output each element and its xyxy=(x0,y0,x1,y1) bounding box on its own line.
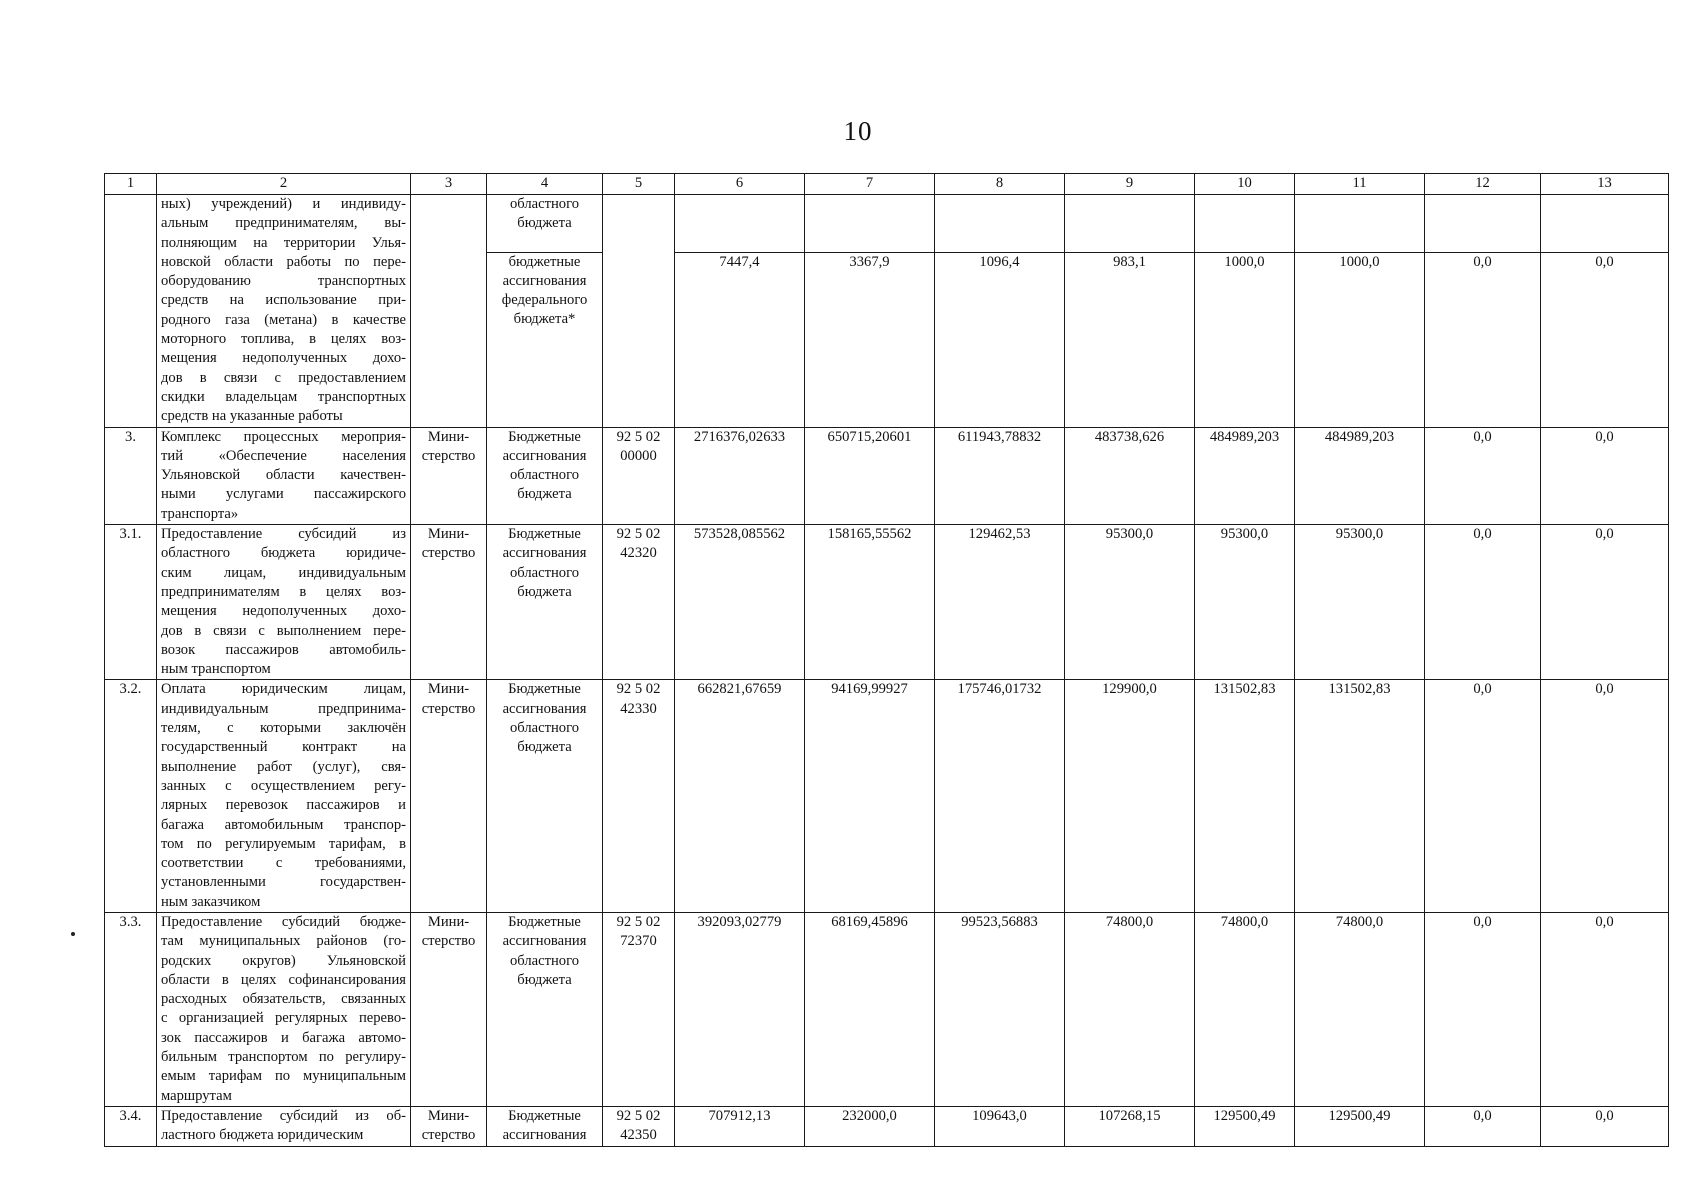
description-cell xyxy=(157,912,411,1106)
text-line: альным предпринимателям, вы- xyxy=(161,215,406,232)
source-cell xyxy=(487,427,603,524)
value-cell xyxy=(1195,195,1295,253)
value-cell: 0,0 xyxy=(1541,1106,1669,1146)
value-cell: 129500,49 xyxy=(1295,1106,1425,1146)
text-line: бюджета xyxy=(517,583,572,600)
text-line: 42330 xyxy=(620,700,657,717)
value-cell: 74800,0 xyxy=(1195,912,1295,1106)
text-line: бильным транспортом по регулиру- xyxy=(161,1049,406,1066)
text-line: Мини- xyxy=(427,1107,470,1124)
text-line: стерство xyxy=(421,700,476,717)
text-line: стерство xyxy=(421,1127,476,1144)
text-line: 92 5 02 xyxy=(616,1107,661,1124)
value-cell: 0,0 xyxy=(1541,680,1669,913)
value-cell: 107268,15 xyxy=(1065,1106,1195,1146)
text-line: том по регулируемым тарифам, в xyxy=(161,835,406,852)
table-row xyxy=(105,912,1669,1106)
text-line: ных) учреждений) и индивиду- xyxy=(161,196,406,212)
value-cell: 2716376,02633 xyxy=(675,427,805,524)
column-number: 4 xyxy=(487,174,603,195)
text-line: Оплата юридическим лицам, xyxy=(161,681,406,698)
text-line: государственный контракт на xyxy=(161,739,406,756)
text-line: зок пассажиров и багажа автомо- xyxy=(161,1029,406,1046)
row-number-cell xyxy=(105,195,157,428)
text-line: занных с осуществлением регу- xyxy=(161,777,406,794)
text-line: ассигнования xyxy=(502,545,587,562)
description-text xyxy=(161,680,406,912)
column-number: 2 xyxy=(157,174,411,195)
text-line: 72370 xyxy=(620,933,657,950)
value-cell: 707912,13 xyxy=(675,1106,805,1146)
text-line: емым тарифам по муниципальным xyxy=(161,1068,406,1085)
executor-text xyxy=(415,680,482,719)
text-line: ластного бюджета юридическим xyxy=(161,1127,364,1144)
description-cell xyxy=(157,1106,411,1146)
column-number: 9 xyxy=(1065,174,1195,195)
source-text xyxy=(491,253,598,330)
value-cell: 232000,0 xyxy=(805,1106,935,1146)
value-cell: 1096,4 xyxy=(935,252,1065,427)
code-cell xyxy=(603,525,675,680)
text-line: выполнение работ (услуг), свя- xyxy=(161,758,406,775)
value-cell: 484989,203 xyxy=(1195,427,1295,524)
code-text xyxy=(607,913,670,952)
value-cell: 131502,83 xyxy=(1195,680,1295,913)
text-line: Бюджетные xyxy=(508,526,581,543)
text-line: 42350 xyxy=(620,1127,657,1144)
text-line: Бюджетные xyxy=(508,1107,581,1124)
code-cell xyxy=(603,680,675,913)
executor-cell xyxy=(411,525,487,680)
value-cell xyxy=(1295,195,1425,253)
row-number-cell: 3.1. xyxy=(105,525,157,680)
column-number: 1 xyxy=(105,174,157,195)
source-cell xyxy=(487,912,603,1106)
text-line: Мини- xyxy=(427,913,470,930)
value-cell: 611943,78832 xyxy=(935,427,1065,524)
column-number: 8 xyxy=(935,174,1065,195)
stray-mark xyxy=(71,932,75,936)
text-line: мещения недополученных дохо- xyxy=(161,350,406,367)
column-number: 10 xyxy=(1195,174,1295,195)
column-number: 11 xyxy=(1295,174,1425,195)
description-text xyxy=(161,1107,406,1146)
value-cell: 392093,02779 xyxy=(675,912,805,1106)
source-cell xyxy=(487,195,603,253)
text-line: расходных обязательств, связанных xyxy=(161,991,406,1008)
executor-text xyxy=(415,525,482,564)
text-line: Бюджетные xyxy=(508,681,581,698)
value-cell: 0,0 xyxy=(1425,252,1541,427)
source-text xyxy=(491,913,598,990)
text-line: там муниципальных районов (го- xyxy=(161,933,406,950)
table-row xyxy=(105,680,1669,913)
text-line: новской области работы по пере- xyxy=(161,253,406,270)
text-line: Мини- xyxy=(427,681,470,698)
text-line: ассигнования xyxy=(502,933,587,950)
text-line: стерство xyxy=(421,447,476,464)
text-line: Мини- xyxy=(427,526,470,543)
code-text xyxy=(607,525,670,564)
text-line: 92 5 02 xyxy=(616,913,661,930)
value-cell: 662821,67659 xyxy=(675,680,805,913)
text-line: с организацией регулярных перево- xyxy=(161,1010,406,1027)
value-cell: 0,0 xyxy=(1425,427,1541,524)
executor-cell xyxy=(411,680,487,913)
value-cell: 95300,0 xyxy=(1295,525,1425,680)
row-number-cell: 3. xyxy=(105,427,157,524)
text-line: предпринимателям в целях воз- xyxy=(161,583,406,600)
text-line: ассигнования xyxy=(502,447,587,464)
text-line: установленными государствен- xyxy=(161,874,406,891)
budget-table xyxy=(104,173,1669,1147)
code-cell xyxy=(603,912,675,1106)
source-text xyxy=(491,428,598,505)
text-line: областного xyxy=(510,952,579,969)
code-cell xyxy=(603,1106,675,1146)
table-row xyxy=(105,525,1669,680)
text-line: полняющим на территории Улья- xyxy=(161,234,406,251)
value-cell xyxy=(805,195,935,253)
text-line: 92 5 02 xyxy=(616,428,661,445)
text-line: тий «Обеспечение населения xyxy=(161,447,406,464)
value-cell: 0,0 xyxy=(1425,912,1541,1106)
text-line: лярных перевозок пассажиров и xyxy=(161,797,406,814)
value-cell: 129500,49 xyxy=(1195,1106,1295,1146)
source-cell xyxy=(487,525,603,680)
text-line: Комплекс процессных мероприя- xyxy=(161,428,406,445)
text-line: областного xyxy=(510,720,579,737)
text-line: средств на использование при- xyxy=(161,292,406,309)
source-text xyxy=(491,1107,598,1146)
description-text xyxy=(161,525,406,679)
executor-text xyxy=(415,428,482,467)
text-line: Предоставление субсидий из об- xyxy=(161,1107,406,1124)
value-cell: 983,1 xyxy=(1065,252,1195,427)
text-line: мещения недополученных дохо- xyxy=(161,603,406,620)
source-text xyxy=(491,195,598,234)
value-cell: 175746,01732 xyxy=(935,680,1065,913)
table-row xyxy=(105,1106,1669,1146)
code-text xyxy=(607,680,670,719)
text-line: ным заказчиком xyxy=(161,893,261,910)
value-cell: 74800,0 xyxy=(1065,912,1195,1106)
text-line: областного xyxy=(510,564,579,581)
text-line: скидки владельцам транспортных xyxy=(161,388,406,405)
executor-cell xyxy=(411,427,487,524)
text-line: ассигнования xyxy=(502,272,587,289)
description-text xyxy=(161,428,406,524)
text-line: ными услугами пассажирского xyxy=(161,486,406,503)
value-cell: 158165,55562 xyxy=(805,525,935,680)
column-number-row xyxy=(105,174,1669,195)
text-line: ассигнования xyxy=(502,1127,587,1144)
value-cell: 1000,0 xyxy=(1295,252,1425,427)
column-number: 6 xyxy=(675,174,805,195)
value-cell: 0,0 xyxy=(1541,525,1669,680)
text-line: 92 5 02 xyxy=(616,681,661,698)
description-cell xyxy=(157,525,411,680)
value-cell: 68169,45896 xyxy=(805,912,935,1106)
description-text xyxy=(161,913,406,1106)
text-line: транспорта» xyxy=(161,505,239,522)
value-cell xyxy=(935,195,1065,253)
value-cell: 0,0 xyxy=(1541,912,1669,1106)
column-number: 3 xyxy=(411,174,487,195)
text-line: средств на указанные работы xyxy=(161,408,343,425)
source-cell xyxy=(487,252,603,427)
row-number-cell: 3.3. xyxy=(105,912,157,1106)
text-line: ассигнования xyxy=(502,700,587,717)
text-line: ским лицам, индивидуальным xyxy=(161,564,406,581)
value-cell: 0,0 xyxy=(1425,1106,1541,1146)
text-line: 42320 xyxy=(620,545,657,562)
value-cell: 94169,99927 xyxy=(805,680,935,913)
text-line: возок пассажиров автомобиль- xyxy=(161,641,406,658)
text-line: области в целях софинансирования xyxy=(161,971,406,988)
text-line: бюджета xyxy=(517,486,572,503)
code-text xyxy=(607,1107,670,1146)
description-text xyxy=(161,195,406,427)
value-cell xyxy=(1425,195,1541,253)
value-cell: 0,0 xyxy=(1425,680,1541,913)
value-cell: 1000,0 xyxy=(1195,252,1295,427)
text-line: Бюджетные xyxy=(508,428,581,445)
text-line: дов в связи с предоставлением xyxy=(161,369,406,386)
text-line: бюджета* xyxy=(513,311,576,328)
table-row xyxy=(105,427,1669,524)
row-number-cell: 3.2. xyxy=(105,680,157,913)
text-line: моторного топлива, в целях воз- xyxy=(161,331,406,348)
text-line: ным транспортом xyxy=(161,661,271,678)
source-cell xyxy=(487,680,603,913)
text-line: областного xyxy=(510,467,579,484)
text-line: Бюджетные xyxy=(508,913,581,930)
text-line: бюджета xyxy=(517,739,572,756)
value-cell: 95300,0 xyxy=(1065,525,1195,680)
value-cell: 129900,0 xyxy=(1065,680,1195,913)
value-cell: 109643,0 xyxy=(935,1106,1065,1146)
text-line: бюджета xyxy=(517,215,572,232)
page-number: 10 xyxy=(843,116,873,146)
text-line: бюджета xyxy=(517,971,572,988)
value-cell: 650715,20601 xyxy=(805,427,935,524)
column-number: 13 xyxy=(1541,174,1669,195)
text-line: оборудованию транспортных xyxy=(161,273,406,290)
text-line: областного xyxy=(510,196,579,212)
value-cell xyxy=(1541,195,1669,253)
executor-cell xyxy=(411,912,487,1106)
text-line: Мини- xyxy=(427,428,470,445)
text-line: маршрутам xyxy=(161,1087,232,1104)
text-line: Предоставление субсидий бюдже- xyxy=(161,913,406,930)
text-line: 92 5 02 xyxy=(616,526,661,543)
executor-text xyxy=(415,1107,482,1146)
text-line: Предоставление субсидий из xyxy=(161,526,406,543)
source-text xyxy=(491,525,598,602)
description-cell xyxy=(157,427,411,524)
text-line: стерство xyxy=(421,545,476,562)
column-number: 5 xyxy=(603,174,675,195)
value-cell: 129462,53 xyxy=(935,525,1065,680)
text-line: багажа автомобильным транспор- xyxy=(161,816,406,833)
text-line: дов в связи с выполнением пере- xyxy=(161,622,406,639)
value-cell xyxy=(675,195,805,253)
value-cell: 99523,56883 xyxy=(935,912,1065,1106)
executor-cell xyxy=(411,195,487,428)
value-cell: 3367,9 xyxy=(805,252,935,427)
description-cell xyxy=(157,195,411,428)
description-cell xyxy=(157,680,411,913)
text-line: бюджетные xyxy=(508,253,581,270)
value-cell: 74800,0 xyxy=(1295,912,1425,1106)
text-line: телям, с которыми заключён xyxy=(161,720,406,737)
text-line: Ульяновской области качествен- xyxy=(161,467,406,484)
value-cell: 95300,0 xyxy=(1195,525,1295,680)
value-cell: 0,0 xyxy=(1541,427,1669,524)
value-cell: 0,0 xyxy=(1425,525,1541,680)
source-cell xyxy=(487,1106,603,1146)
value-cell: 131502,83 xyxy=(1295,680,1425,913)
text-line: родских округов) Ульяновской xyxy=(161,952,406,969)
table-row-continuation xyxy=(105,195,1669,253)
text-line: 00000 xyxy=(620,447,657,464)
value-cell: 484989,203 xyxy=(1295,427,1425,524)
text-line: индивидуальным предпринима- xyxy=(161,700,406,717)
value-cell xyxy=(1065,195,1195,253)
executor-cell xyxy=(411,1106,487,1146)
column-number: 12 xyxy=(1425,174,1541,195)
text-line: стерство xyxy=(421,933,476,950)
code-cell xyxy=(603,427,675,524)
value-cell: 0,0 xyxy=(1541,252,1669,427)
value-cell: 573528,085562 xyxy=(675,525,805,680)
source-text xyxy=(491,680,598,757)
executor-text xyxy=(415,913,482,952)
value-cell: 483738,626 xyxy=(1065,427,1195,524)
column-number: 7 xyxy=(805,174,935,195)
row-number-cell: 3.4. xyxy=(105,1106,157,1146)
code-text xyxy=(607,428,670,467)
text-line: федерального xyxy=(501,292,588,309)
value-cell: 7447,4 xyxy=(675,252,805,427)
text-line: областного бюджета юридиче- xyxy=(161,545,406,562)
text-line: соответствии с требованиями, xyxy=(161,855,406,872)
text-line: родного газа (метана) в качестве xyxy=(161,311,406,328)
code-cell xyxy=(603,195,675,428)
